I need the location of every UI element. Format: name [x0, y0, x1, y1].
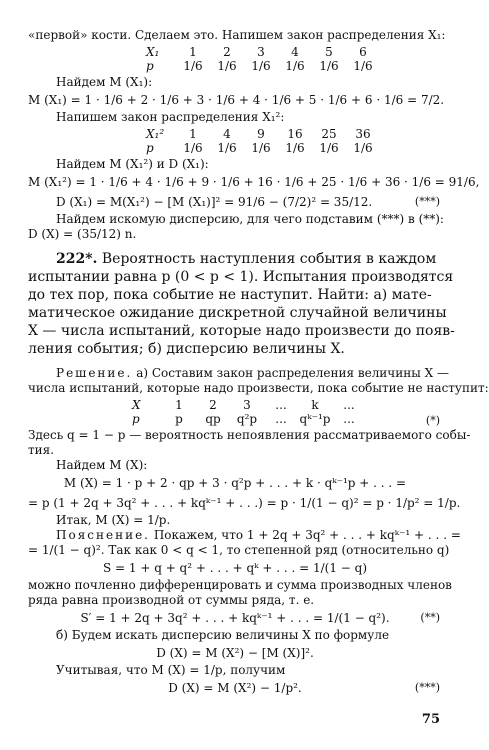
table-cell: 3 — [243, 398, 251, 412]
table-cell: 1/6 — [319, 59, 339, 73]
table-cell: 1/6 — [285, 59, 305, 73]
table-cell: p — [175, 412, 183, 426]
table-cell: 1/6 — [183, 59, 203, 73]
table-cell: qᵏ⁻¹p — [299, 412, 331, 426]
table-cell: 1/6 — [251, 141, 271, 155]
table-cell: q²p — [236, 412, 258, 426]
solution-line: тия. — [28, 443, 55, 457]
second-moment-formula: M (X₁²) = 1 · 1/6 + 4 · 1/6 + 9 · 1/6 + 16 · 1/6 + 25 · 1/6 + 36 · 1/6 = 91/6, — [28, 175, 480, 189]
table-cell: 1/6 — [217, 141, 237, 155]
dispersion-result: D (X) = (35/12) n. — [28, 227, 137, 241]
table-cell: 1/6 — [353, 59, 373, 73]
table-cell: 1/6 — [183, 141, 203, 155]
derivative-formula-text: S′ = 1 + 2q + 3q² + . . . + kqᵏ⁻¹ + . . . = 1/(1 − q²). — [80, 611, 390, 625]
table-cell: k — [311, 398, 319, 412]
table-cell: ... — [343, 412, 355, 426]
find-dispersion-line: Найдем искомую дисперсию, для чего подставим (***) в (**): — [56, 212, 444, 226]
problem-line: до тех пор, пока событие не наступит. Найти: а) мате- — [28, 287, 432, 303]
solution-line: Здесь q = 1 − p — вероятность непоявления рассматриваемого собы- — [28, 428, 471, 442]
problem-line: ления события; б) дисперсию величины X. — [28, 341, 345, 357]
table-row — [146, 45, 380, 59]
geometric-distribution-table — [132, 398, 366, 426]
table-cell: qp — [205, 412, 221, 426]
table-cell: 1/6 — [285, 141, 305, 155]
variance-formula — [28, 192, 442, 212]
distribution-table-x1 — [146, 45, 380, 73]
page-number: 75 — [421, 712, 440, 727]
geometric-law-block — [28, 398, 442, 426]
dx-final-text: D (X) = M (X²) − 1/p². — [168, 681, 302, 695]
mx-result: Итак, M (X) = 1/p. — [56, 513, 171, 527]
table-cell: X — [132, 398, 141, 412]
problem-line: испытании равна p (0 < p < 1). Испытания производятся — [28, 269, 454, 285]
table-cell: 1 — [189, 127, 197, 141]
table-cell: X₁² — [146, 127, 165, 141]
equation-tag: (***) — [414, 195, 440, 208]
table-cell: 4 — [223, 127, 231, 141]
problem-line: Вероятность наступления события в каждом — [101, 251, 437, 267]
part-b-line: б) Будем искать дисперсию величины X по формуле — [56, 628, 390, 642]
mx-formula-2: = p (1 + 2q + 3q² + . . . + kqᵏ⁻¹ + . . .) = p · 1/(1 − q)² = p · 1/p² = 1/p. — [28, 496, 461, 510]
table-cell: ... — [343, 398, 355, 412]
problem-line: матическое ожидание дискретной случайной величины — [28, 305, 447, 321]
solution-line — [28, 366, 449, 381]
table-cell: 6 — [359, 45, 367, 59]
table-cell: p — [146, 59, 154, 73]
table-row — [132, 398, 366, 412]
dx-final-formula — [28, 678, 442, 698]
table-cell: ... — [275, 398, 287, 412]
table-cell: 3 — [257, 45, 265, 59]
mean-formula: M (X₁) = 1 · 1/6 + 2 · 1/6 + 3 · 1/6 + 4 · 1/6 + 5 · 1/6 + 6 · 1/6 = 7/2. — [28, 93, 445, 107]
solution-text: а) Составим закон распределения величины X — — [136, 366, 449, 380]
explanation-text: Покажем, что 1 + 2q + 3q² + . . . + kqᵏ⁻¹ + . . . = — [153, 528, 461, 542]
variance-formula-text: D (X₁) = M(X₁²) − [M (X₁)]² = 91/6 − (7/2)² = 35/12. — [56, 195, 373, 209]
table-cell: ... — [275, 412, 287, 426]
solution-line: числа испытаний, которые надо произвести, пока событие не наступит: — [28, 381, 489, 395]
explanation-line — [28, 528, 461, 543]
law2-heading: Напишем закон распределения X₁²: — [56, 110, 285, 124]
table-cell: 1/6 — [353, 141, 373, 155]
explanation-heading: Пояснение. — [56, 528, 150, 542]
table-cell: p — [146, 141, 154, 155]
dx-formula: D (X) = M (X²) − [M (X)]². — [156, 646, 314, 660]
table-cell: 4 — [291, 45, 299, 59]
table-cell: 1 — [175, 398, 183, 412]
find-m2-d-heading: Найдем M (X₁²) и D (X₁): — [56, 157, 209, 171]
derivative-formula — [28, 608, 442, 628]
table-cell: p — [132, 412, 140, 426]
table-cell: 9 — [257, 127, 265, 141]
series-formula: S = 1 + q + q² + . . . + qᵏ + . . . = 1/(1 − q) — [102, 561, 368, 575]
table-cell: 1/6 — [319, 141, 339, 155]
table-cell: 2 — [223, 45, 231, 59]
find-mean-heading: Найдем M (X₁): — [56, 75, 153, 89]
problem-number: 222*. — [56, 251, 98, 267]
intro-line: «первой» кости. Сделаем это. Напишем закон распределения X₁: — [28, 28, 446, 42]
table-row — [146, 141, 380, 155]
problem-222 — [28, 250, 455, 358]
table-cell: 16 — [287, 127, 303, 141]
explanation-line: можно почленно дифференцировать и сумма производных членов — [28, 578, 452, 592]
table-row — [146, 59, 380, 73]
table-cell: 36 — [355, 127, 371, 141]
table-cell: 5 — [325, 45, 333, 59]
mx-formula-1: M (X) = 1 · p + 2 · qp + 3 · q²p + . . . + k · qᵏ⁻¹p + . . . = — [63, 476, 407, 490]
table-row — [132, 412, 366, 426]
explanation-line: = 1/(1 − q)². Так как 0 < q < 1, то степенной ряд (относительно q) — [28, 543, 450, 557]
table-cell: 1/6 — [217, 59, 237, 73]
equation-tag: (**) — [420, 611, 440, 624]
table-cell: 25 — [321, 127, 337, 141]
solution-heading: Решение. — [56, 366, 133, 380]
table-cell: X₁ — [146, 45, 160, 59]
equation-tag: (*) — [425, 414, 440, 427]
table-cell: 1 — [189, 45, 197, 59]
equation-tag: (***) — [414, 681, 440, 694]
table-cell: 2 — [209, 398, 217, 412]
distribution-table-x1-squared — [146, 127, 380, 155]
table-cell: 1/6 — [251, 59, 271, 73]
given-line: Учитывая, что M (X) = 1/p, получим — [56, 663, 286, 677]
explanation-line: ряда равна производной от суммы ряда, т. е. — [28, 593, 315, 607]
problem-line: X — числа испытаний, которые надо произвести до появ- — [28, 323, 455, 339]
table-row — [146, 127, 380, 141]
find-mx-heading: Найдем M (X): — [56, 458, 148, 472]
